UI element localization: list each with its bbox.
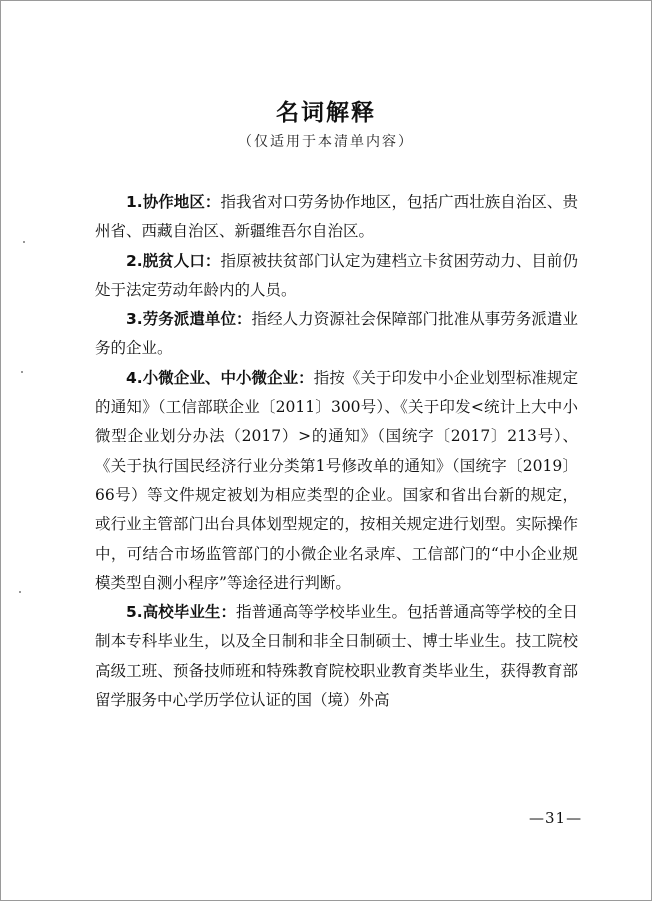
definition-list — [95, 188, 578, 715]
page-title: 名词解释 — [276, 100, 376, 126]
definition-item — [95, 598, 578, 715]
definition-item — [95, 188, 578, 247]
definition-text: 指我省对口劳务协作地区，包括广西壮族自治区、贵州省、西藏自治区、新疆维吾尔自治区。 — [95, 193, 578, 241]
page-subtitle: （仅适用于本清单内容） — [238, 134, 414, 150]
page-number: —31— — [529, 809, 583, 827]
definition-item — [95, 305, 578, 364]
definition-item — [95, 247, 578, 306]
definition-text: 指按《关于印发中小企业划型标准规定的通知》（工信部联企业〔2011〕300号）、《关于印发<统计上大中小微型企业划分办法（2017）>的通知》（国统字〔2017〕213号）、《关于执行国民经济行业分类第1号修改单的通知》（国统字〔2019〕66号）等文件规定被划为相应类型的企业。国家和省出台新的规定，或行业主管部门出台具体划型规定的，按相关规定进行划型。实际操作中，可结合市场监管部门的小微企业名录库、工信部门的“中小企业规模类型自测小程序”等途径进行判断。 — [95, 368, 578, 592]
definition-term: 3.劳务派遣单位： — [126, 310, 252, 329]
definition-text: 指经人力资源社会保障部门批准从事劳务派遣业务的企业。 — [95, 310, 578, 358]
definition-text: 指原被扶贫部门认定为建档立卡贫困劳动力、目前仍处于法定劳动年龄内的人员。 — [95, 251, 578, 299]
definition-text: 指普通高等学校毕业生。包括普通高等学校的全日制本专科毕业生，以及全日制和非全日制硕士、博士毕业生。技工院校高级工班、预备技师班和特殊教育院校职业教育类毕业生，获得教育部留学服务中心学历学位认证的国（境）外高 — [95, 603, 578, 710]
definition-term: 2.脱贫人口： — [126, 251, 221, 270]
definition-term: 5.高校毕业生： — [126, 603, 236, 622]
definition-item — [95, 364, 578, 598]
scan-speck — [23, 241, 25, 243]
definition-term: 1.协作地区： — [126, 193, 221, 211]
definition-term: 4.小微企业、中小微企业： — [126, 368, 314, 387]
scan-speck — [21, 371, 23, 373]
scan-speck — [19, 591, 21, 593]
